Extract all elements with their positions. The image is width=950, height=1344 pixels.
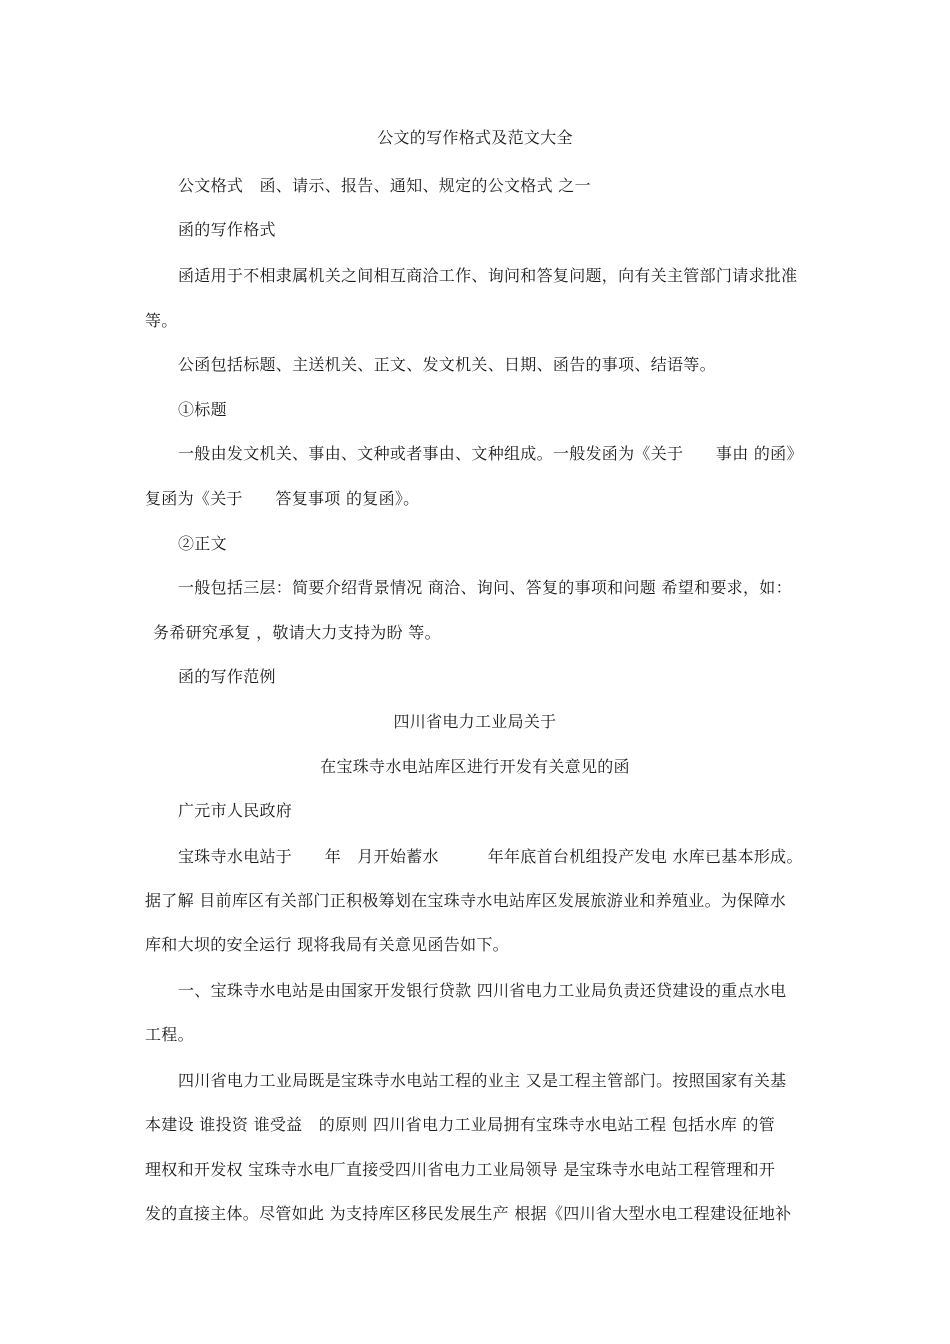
paragraph-line: 函适用于不相隶属机关之间相互商洽工作、询问和答复问题，向有关主管部门请求批准 — [178, 266, 798, 285]
paragraph-line: 发的直接主体。尽管如此 为支持库区移民发展生产 根据《四川省大型水电工程建设征地补 — [145, 1204, 792, 1223]
example-title-line-1: 四川省电力工业局关于 — [393, 712, 557, 731]
subsection-heading: ②正文 — [178, 534, 227, 553]
paragraph-line: 本建设 谁投资 谁受益 的原则 四川省电力工业局拥有宝珠寺水电站工程 包括水库 的管 — [145, 1115, 776, 1134]
paragraph-line: 四川省电力工业局既是宝珠寺水电站工程的业主 又是工程主管部门。按照国家有关基 — [178, 1071, 787, 1090]
paragraph-line: 复函为《关于 答复事项 的复函》。 — [145, 489, 420, 508]
paragraph-line: 据了解 目前库区有关部门正积极筹划在宝珠寺水电站库区发展旅游业和养殖业。为保障水 — [145, 891, 787, 910]
paragraph-line: 一、宝珠寺水电站是由国家开发银行贷款 四川省电力工业局负责还贷建设的重点水电 — [178, 981, 787, 1000]
paragraph-line: 一般由发文机关、事由、文种或者事由、文种组成。一般发函为《关于 事由 的函》 — [178, 444, 803, 463]
section-heading: 函的写作范例 — [178, 667, 276, 686]
paragraph-line: 公函包括标题、主送机关、正文、发文机关、日期、函告的事项、结语等。 — [178, 355, 716, 374]
subsection-heading: ①标题 — [178, 400, 227, 419]
example-title-line-2: 在宝珠寺水电站库区进行开发有关意见的函 — [320, 757, 630, 776]
paragraph-line: 一般包括三层：简要介绍背景情况 商洽、询问、答复的事项和问题 希望和要求，如： — [178, 578, 792, 597]
paragraph-line: 等。 — [145, 311, 178, 330]
document-title: 公文的写作格式及范文大全 — [377, 128, 573, 147]
section-heading: 函的写作格式 — [178, 220, 276, 239]
paragraph-line: 理权和开发权 宝珠寺水电厂直接受四川省电力工业局领导 是宝珠寺水电站工程管理和开 — [145, 1160, 776, 1179]
paragraph-line: 工程。 — [145, 1025, 194, 1044]
paragraph-line: 宝珠寺水电站于 年 月开始蓄水 年年底首台机组投产发电 水库已基本形成。 — [178, 847, 803, 866]
addressee: 广元市人民政府 — [178, 801, 293, 820]
paragraph-line: 公文格式 函、请示、报告、通知、规定的公文格式 之一 — [178, 176, 591, 195]
paragraph-line: 库和大坝的安全运行 现将我局有关意见函告如下。 — [145, 935, 509, 954]
paragraph-line: 务希研究承复 ，敬请大力支持为盼 等。 — [153, 623, 441, 642]
